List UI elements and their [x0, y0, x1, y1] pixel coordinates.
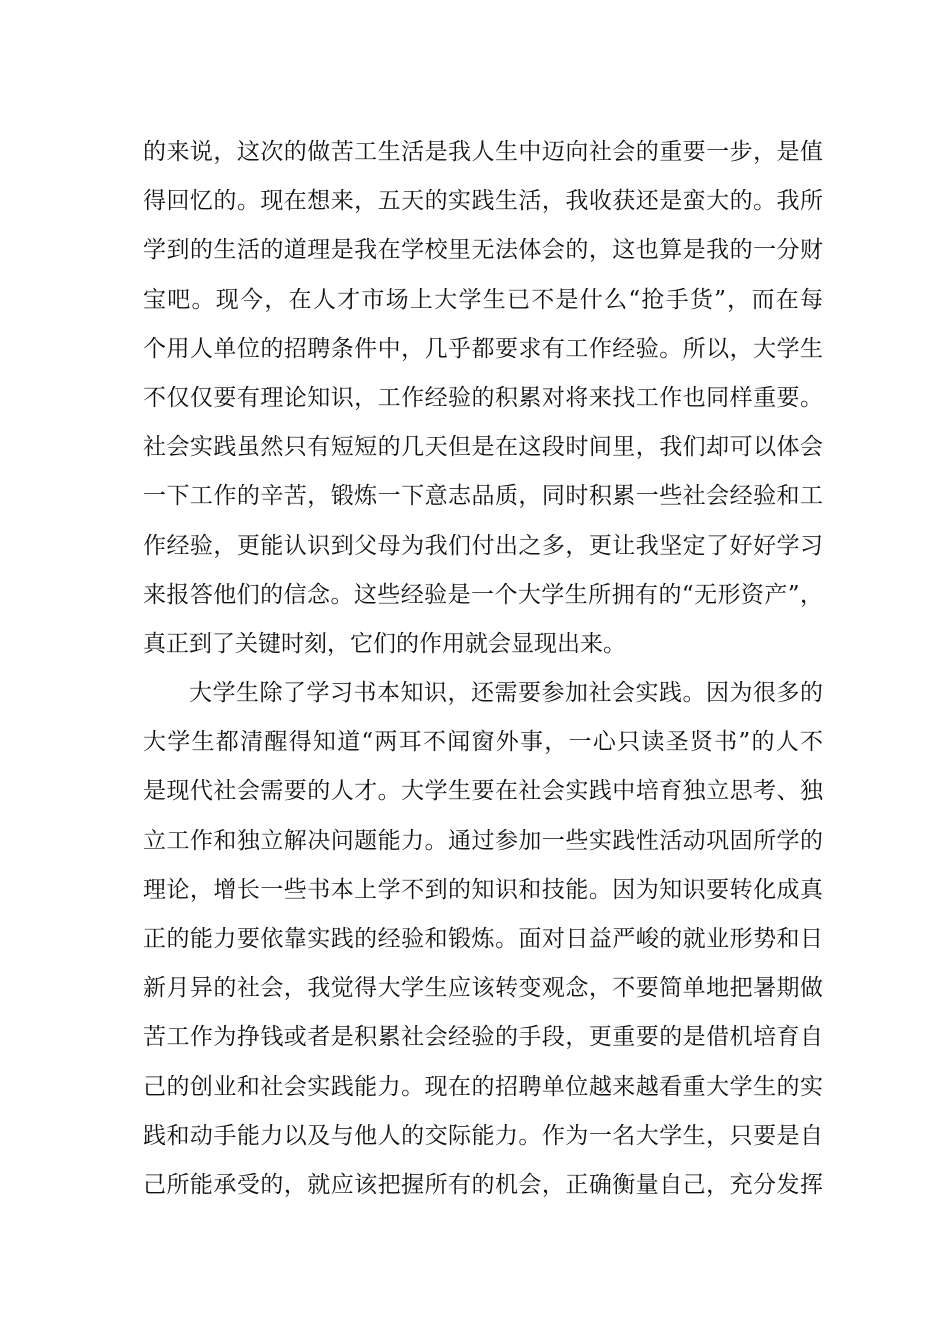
- text-line: 正的能力要依靠实践的经验和锻炼。面对日益严峻的就业形势和日: [143, 926, 823, 952]
- paragraph-first-line: 大学生除了学习书本知识，还需要参加社会实践。因为很多的: [189, 680, 823, 707]
- text-line: 一下工作的辛苦，锻炼一下意志品质，同时积累一些社会经验和工: [143, 483, 823, 510]
- text-line: 立工作和独立解决问题能力。通过参加一些实践性活动巩固所学的: [143, 827, 823, 854]
- text-line: 大学生都清醒得知道“两耳不闻窗外事，一心只读圣贤书”的人不: [143, 729, 823, 756]
- paragraph-end-line: 真正到了关键时刻，它们的作用就会显现出来。: [143, 630, 626, 657]
- body-text: [143, 128, 823, 1210]
- text-line: 得回忆的。现在想来，五天的实践生活，我收获还是蛮大的。我所: [143, 188, 823, 215]
- text-line: 宝吧。现今，在人才市场上大学生已不是什么“抢手货”，而在每: [143, 286, 823, 313]
- text-line: 苦工作为挣钱或者是积累社会经验的手段，更重要的是借机培育自: [143, 1024, 823, 1051]
- text-line: 是现代社会需要的人才。大学生要在社会实践中培育独立思考、独: [143, 778, 823, 805]
- text-line: 作经验，更能认识到父母为我们付出之多，更让我坚定了好好学习: [143, 532, 823, 559]
- text-line: 理论，增长一些书本上学不到的知识和技能。因为知识要转化成真: [143, 876, 823, 903]
- text-line: 来报答他们的信念。这些经验是一个大学生所拥有的“无形资产”，: [143, 581, 823, 608]
- text-line: 践和动手能力以及与他人的交际能力。作为一名大学生，只要是自: [143, 1122, 823, 1149]
- text-line: 不仅仅要有理论知识，工作经验的积累对将来找工作也同样重要。: [143, 384, 823, 411]
- text-line: 社会实践虽然只有短短的几天但是在这段时间里，我们却可以体会: [143, 434, 823, 461]
- text-line: 己所能承受的，就应该把握所有的机会，正确衡量自己，充分发挥: [143, 1171, 823, 1198]
- text-line: 学到的生活的道理是我在学校里无法体会的，这也算是我的一分财: [143, 237, 823, 264]
- text-line: 己的创业和社会实践能力。现在的招聘单位越来越看重大学生的实: [143, 1073, 823, 1100]
- text-line: 的来说，这次的做苦工生活是我人生中迈向社会的重要一步，是值: [143, 139, 823, 165]
- text-line: 新月异的社会，我觉得大学生应该转变观念，不要简单地把暑期做: [143, 975, 823, 1002]
- text-line: 个用人单位的招聘条件中，几乎都要求有工作经验。所以，大学生: [143, 335, 823, 362]
